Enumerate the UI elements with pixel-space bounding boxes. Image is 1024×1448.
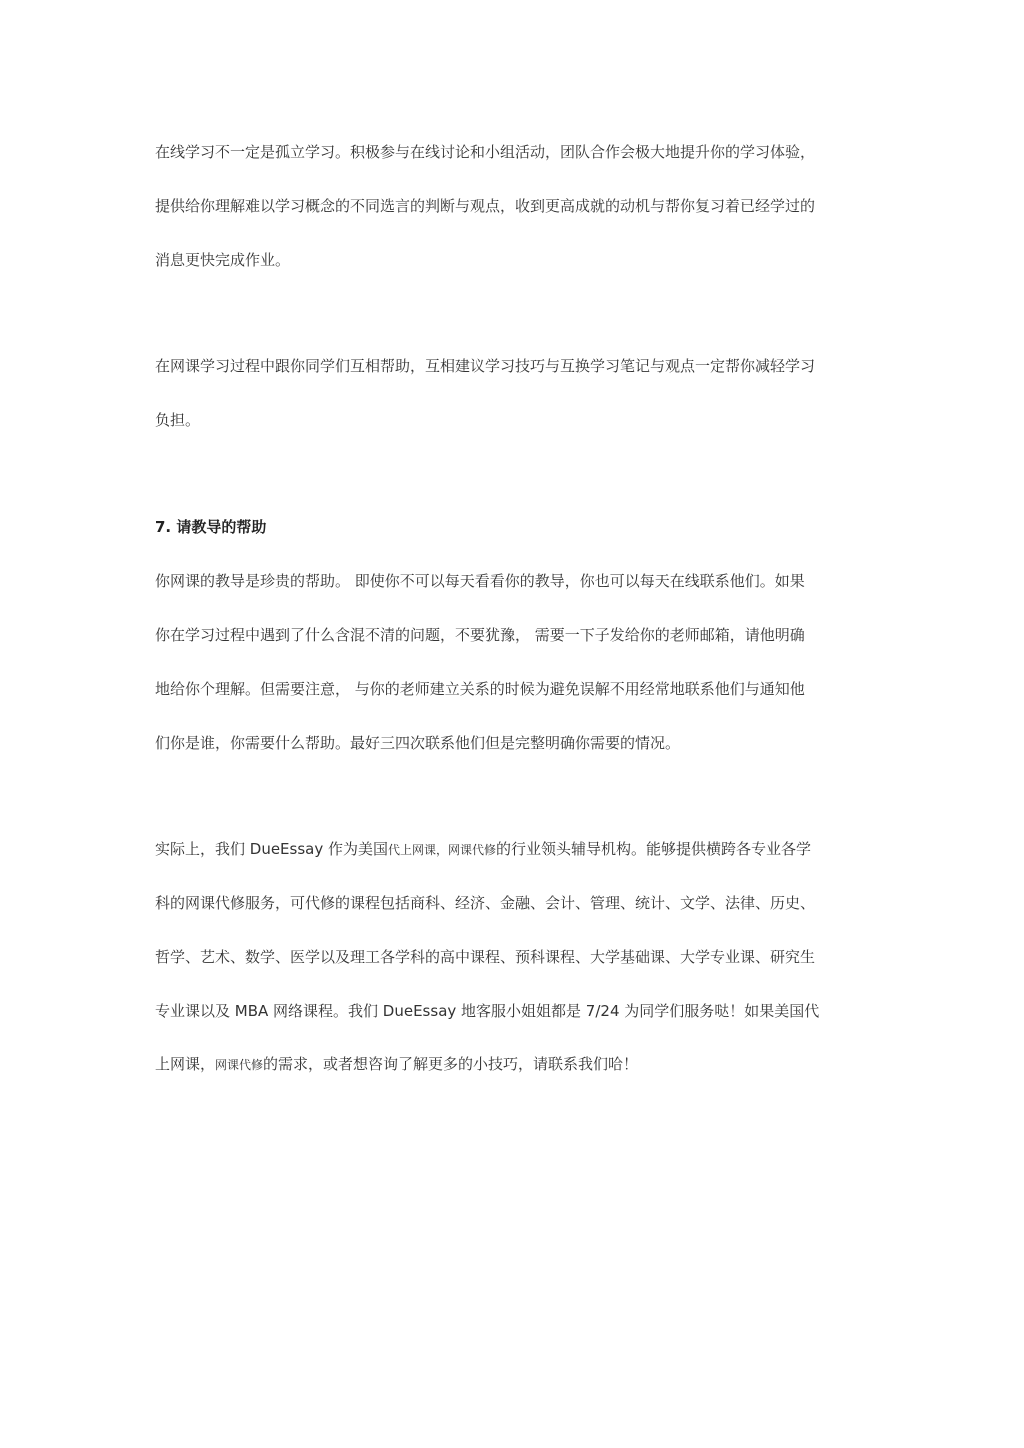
promo-line-1 [155, 838, 871, 861]
paragraph2-line-1: 在网课学习过程中跟你同学们互相帮助，互相建议学习技巧与互换学习笔记与观点一定帮你减轻学习 [155, 357, 816, 375]
promo-line-5-text-a: 上网课， [155, 1055, 216, 1073]
promo-line-1-comma: ， [436, 843, 449, 857]
promo-keyword-class-help: 网课代修 [448, 843, 497, 857]
promo-line-3: 哲学、艺术、数学、医学以及理工各学科的高中课程、预科课程、大学基础课、大学专业课、研究生 [155, 948, 816, 966]
promo-keyword-online-class: 代上网课 [388, 843, 437, 857]
section7-heading: 7. 请教导的帮助 [155, 518, 267, 536]
promo-line-2: 科的网课代修服务，可代修的课程包括商科、经济、金融、会计、管理、统计、文学、法律、历史、 [155, 894, 816, 912]
promo-line-1-text-a: 实际上，我们 DueEssay 作为美国 [155, 840, 388, 858]
promo-line-5 [155, 1053, 871, 1076]
promo-line-5-text-c: 的需求，或者想咨询了解更多的小技巧，请联系我们哈！ [263, 1055, 639, 1073]
section7-line-3: 地给你个理解。但需要注意， 与你的老师建立关系的时候为避免误解不用经常地联系他们与通知他 [155, 680, 805, 698]
section7-line-2: 你在学习过程中遇到了什么含混不清的问题，不要犹豫， 需要一下子发给你的老师邮箱，请他明确 [155, 626, 805, 644]
section7-line-4: 们你是谁，你需要什么帮助。最好三四次联系他们但是完整明确你需要的情况。 [155, 734, 681, 752]
promo-line-4: 专业课以及 MBA 网络课程。我们 DueEssay 地客服小姐姐都是 7/24 为同学们服务哒！如果美国代 [155, 1002, 820, 1020]
section7-line-1: 你网课的教导是珍贵的帮助。 即使你不可以每天看看你的教导，你也可以每天在线联系他们。如果 [155, 572, 805, 590]
paragraph1-line-3: 消息更快完成作业。 [155, 251, 291, 269]
promo-keyword-class-help-2: 网课代修 [215, 1058, 264, 1072]
paragraph2-line-2: 负担。 [155, 411, 201, 429]
paragraph1-line-2: 提供给你理解难以学习概念的不同选言的判断与观点，收到更高成就的动机与帮你复习着已经学过的 [155, 197, 816, 215]
paragraph1-line-1: 在线学习不一定是孤立学习。积极参与在线讨论和小组活动，团队合作会极大地提升你的学习体验， [155, 143, 816, 161]
promo-line-1-text-e: 的行业领头辅导机构。能够提供横跨各专业各学 [496, 840, 812, 858]
